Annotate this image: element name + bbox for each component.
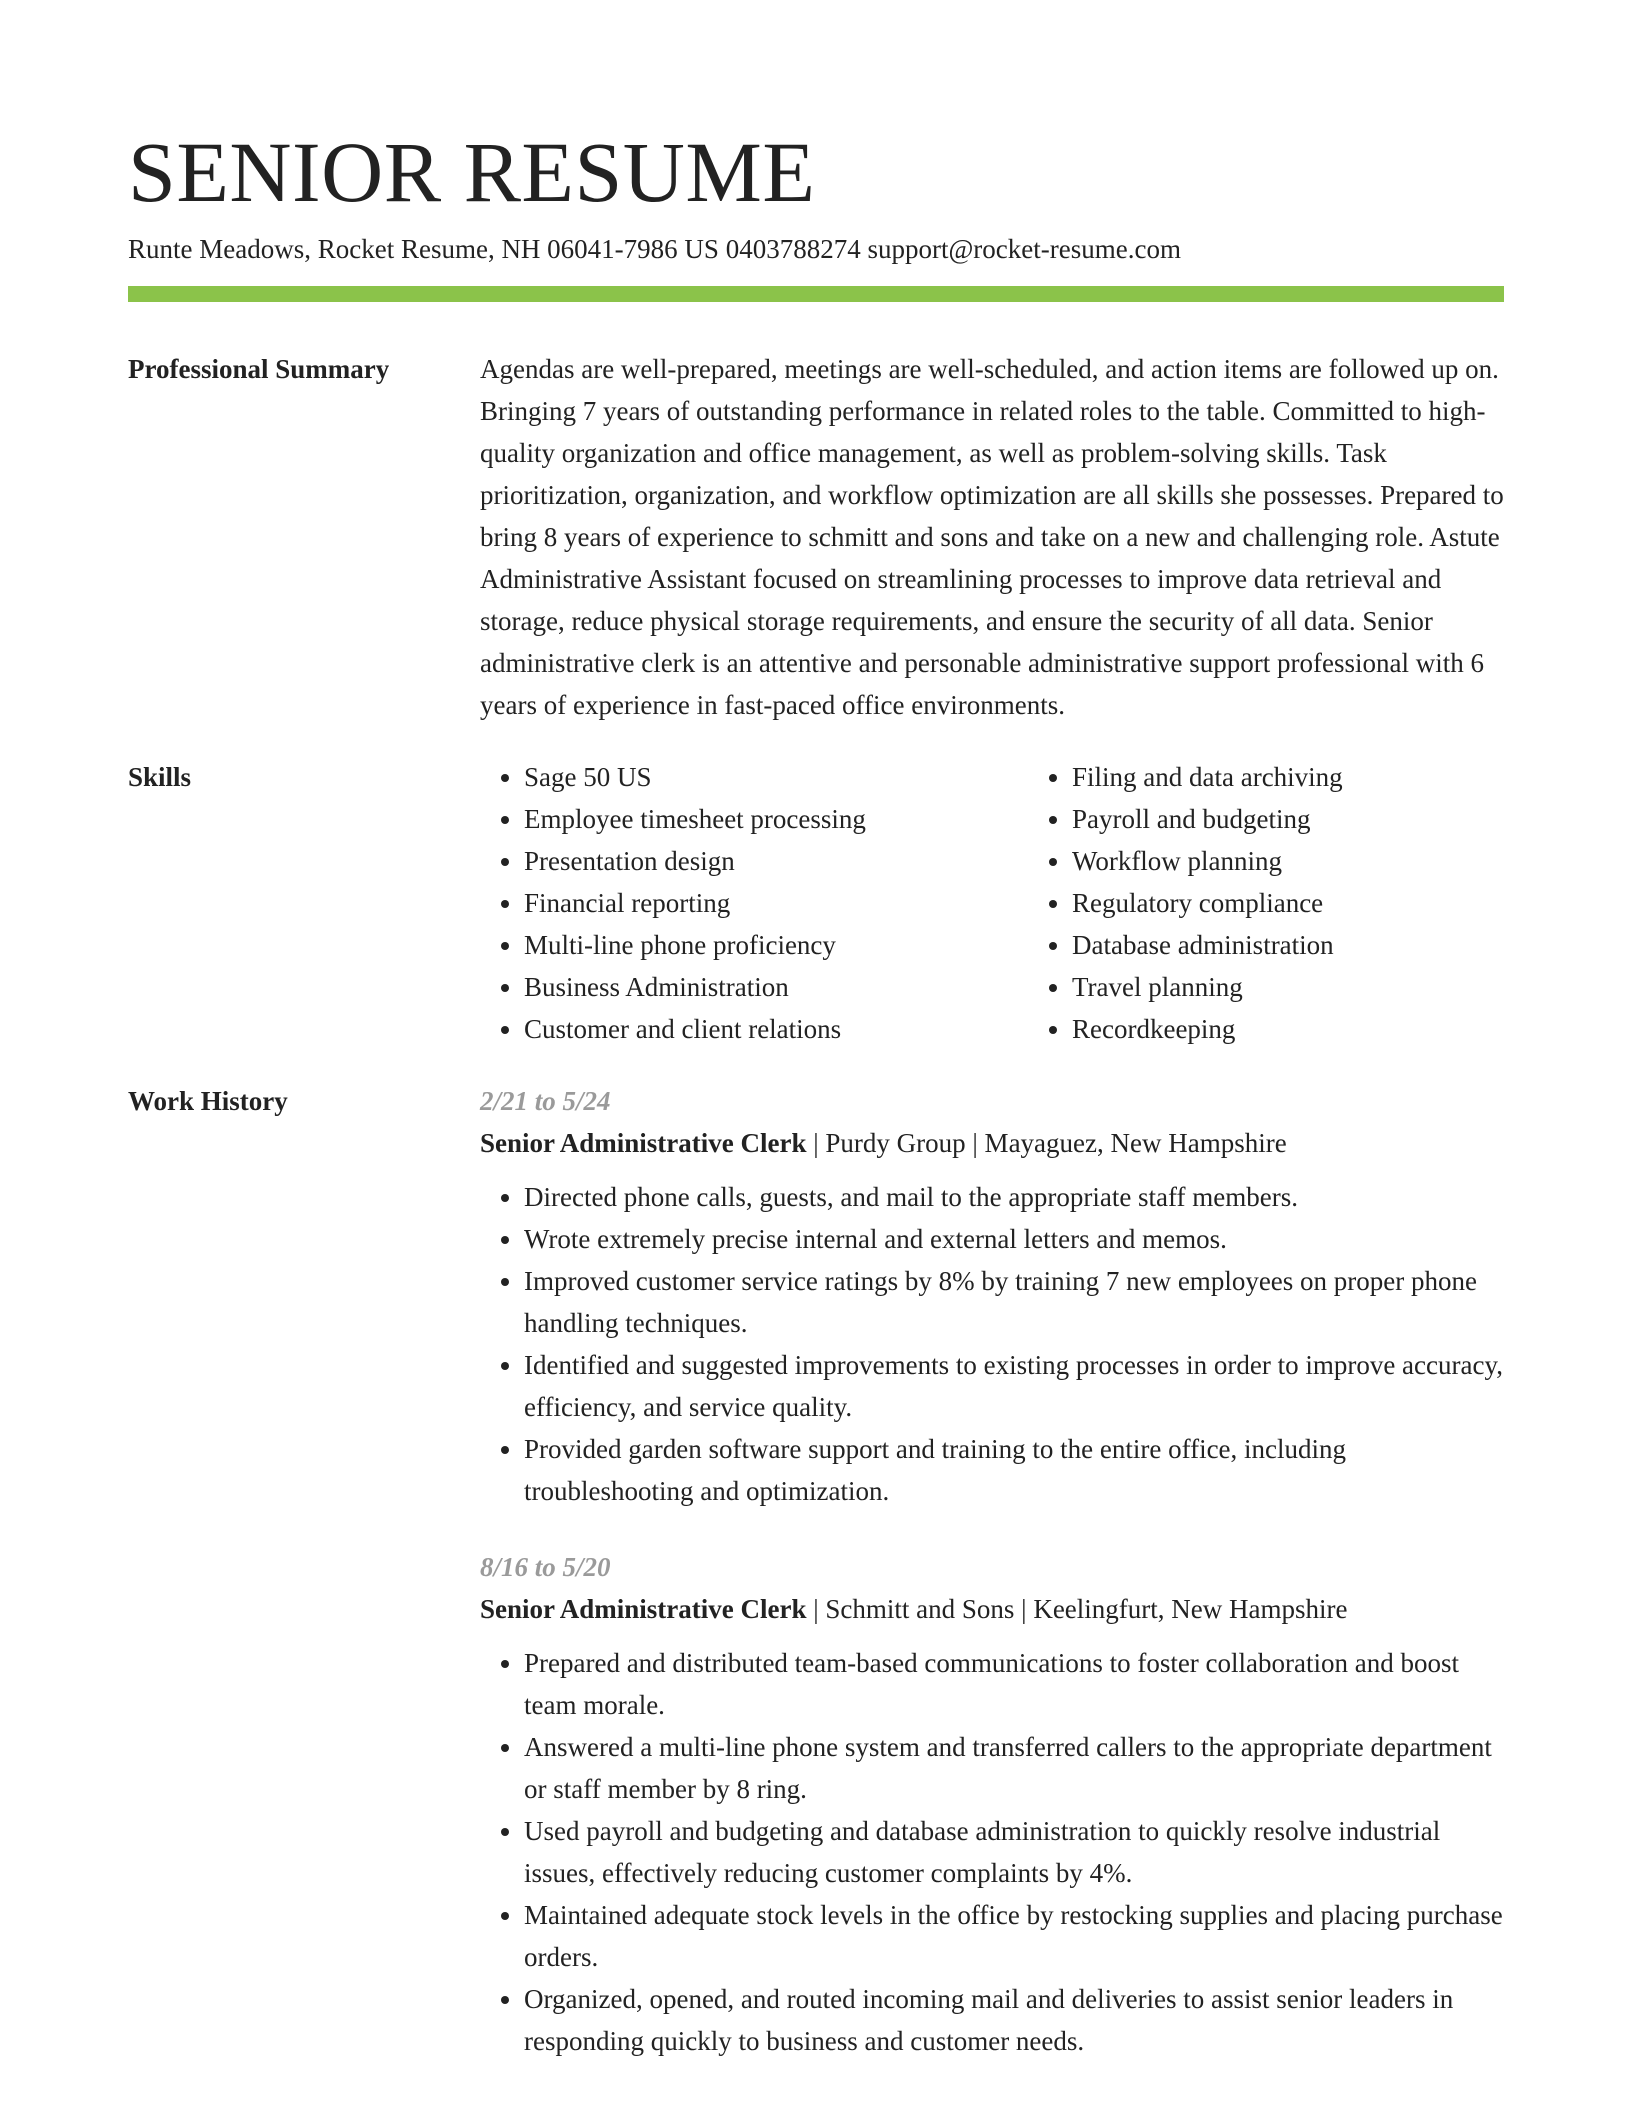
skills-list-right bbox=[1028, 756, 1576, 1050]
job-dates: 8/16 to 5/20 bbox=[480, 1552, 611, 1582]
skill-item: • Presentation design bbox=[524, 840, 1028, 882]
skill-item: • Financial reporting bbox=[524, 882, 1028, 924]
job-bullet: • Provided garden software support and training to the entire office, including troubleshooting and optimization. bbox=[524, 1428, 1504, 1512]
job-entry bbox=[480, 1546, 1504, 2062]
job-title: Senior Administrative Clerk bbox=[480, 1128, 807, 1158]
skill-item: • Sage 50 US bbox=[524, 756, 1028, 798]
summary-section bbox=[128, 348, 1504, 726]
job-bullet: • Used payroll and budgeting and database administration to quickly resolve industrial issues, effectively reducing customer complaints by 4%. bbox=[524, 1810, 1504, 1894]
skills-heading: Skills bbox=[128, 762, 192, 792]
job-bullet-list bbox=[480, 1642, 1504, 2062]
job-bullet: • Prepared and distributed team-based communications to foster collaboration and boost team morale. bbox=[524, 1642, 1504, 1726]
skill-item: • Multi-line phone proficiency bbox=[524, 924, 1028, 966]
contact-line: Runte Meadows, Rocket Resume, NH 06041-7986 US 0403788274 support@rocket-resume.com bbox=[128, 234, 1181, 264]
job-heading bbox=[480, 1122, 1504, 1164]
accent-divider bbox=[128, 286, 1504, 302]
skill-item: • Payroll and budgeting bbox=[1072, 798, 1576, 840]
skill-item: • Employee timesheet processing bbox=[524, 798, 1028, 840]
job-title: Senior Administrative Clerk bbox=[480, 1594, 807, 1624]
job-bullet: • Maintained adequate stock levels in the office by restocking supplies and placing purchase orders. bbox=[524, 1894, 1504, 1978]
skills-section bbox=[128, 756, 1504, 1050]
work-history-heading: Work History bbox=[128, 1086, 288, 1116]
job-bullet: • Directed phone calls, guests, and mail to the appropriate staff members. bbox=[524, 1176, 1504, 1218]
job-entry bbox=[480, 1080, 1504, 1512]
skill-item: • Business Administration bbox=[524, 966, 1028, 1008]
work-history-section bbox=[128, 1080, 1504, 2096]
job-bullet: • Identified and suggested improvements to existing processes in order to improve accuracy, efficiency, and service quality. bbox=[524, 1344, 1504, 1428]
job-details: | Purdy Group | Mayaguez, New Hampshire bbox=[806, 1128, 1287, 1158]
job-bullet: • Organized, opened, and routed incoming mail and deliveries to assist senior leaders in responding quickly to business and customer needs. bbox=[524, 1978, 1504, 2062]
skill-item: • Filing and data archiving bbox=[1072, 756, 1576, 798]
skill-item: • Regulatory compliance bbox=[1072, 882, 1576, 924]
skill-item: • Travel planning bbox=[1072, 966, 1576, 1008]
job-details: | Schmitt and Sons | Keelingfurt, New Hampshire bbox=[806, 1594, 1348, 1624]
skill-item: • Workflow planning bbox=[1072, 840, 1576, 882]
job-heading bbox=[480, 1588, 1504, 1630]
summary-heading: Professional Summary bbox=[128, 354, 390, 384]
job-bullet-list bbox=[480, 1176, 1504, 1512]
resume-page bbox=[128, 0, 1504, 2096]
skill-item: • Database administration bbox=[1072, 924, 1576, 966]
job-bullet: • Answered a multi-line phone system and transferred callers to the appropriate department or staff member by 8 ring. bbox=[524, 1726, 1504, 1810]
job-dates: 2/21 to 5/24 bbox=[480, 1086, 611, 1116]
skills-list-left bbox=[480, 756, 1028, 1050]
job-bullet: • Wrote extremely precise internal and external letters and memos. bbox=[524, 1218, 1504, 1260]
skill-item: • Recordkeeping bbox=[1072, 1008, 1576, 1050]
summary-text: Agendas are well-prepared, meetings are well-scheduled, and action items are followed up on. Bringing 7 years of outstanding performance in related roles to the table. Committed to high-quality organization and office management, as well as problem-solving skills. Task prioritization, organization, and workflow optimization are all skills she possesses. Prepared to bring 8 years of experience to schmitt and sons and take on a new and challenging role. Astute Administrative Assistant focused on streamlining processes to improve data retrieval and storage, reduce physical storage requirements, and ensure the security of all data. Senior administrative clerk is an attentive and personable administrative support professional with 6 years of experience in fast-paced office environments. bbox=[480, 354, 1504, 720]
skill-item: • Customer and client relations bbox=[524, 1008, 1028, 1050]
job-bullet: • Improved customer service ratings by 8% by training 7 new employees on proper phone handling techniques. bbox=[524, 1260, 1504, 1344]
resume-title: SENIOR RESUME bbox=[128, 124, 816, 220]
